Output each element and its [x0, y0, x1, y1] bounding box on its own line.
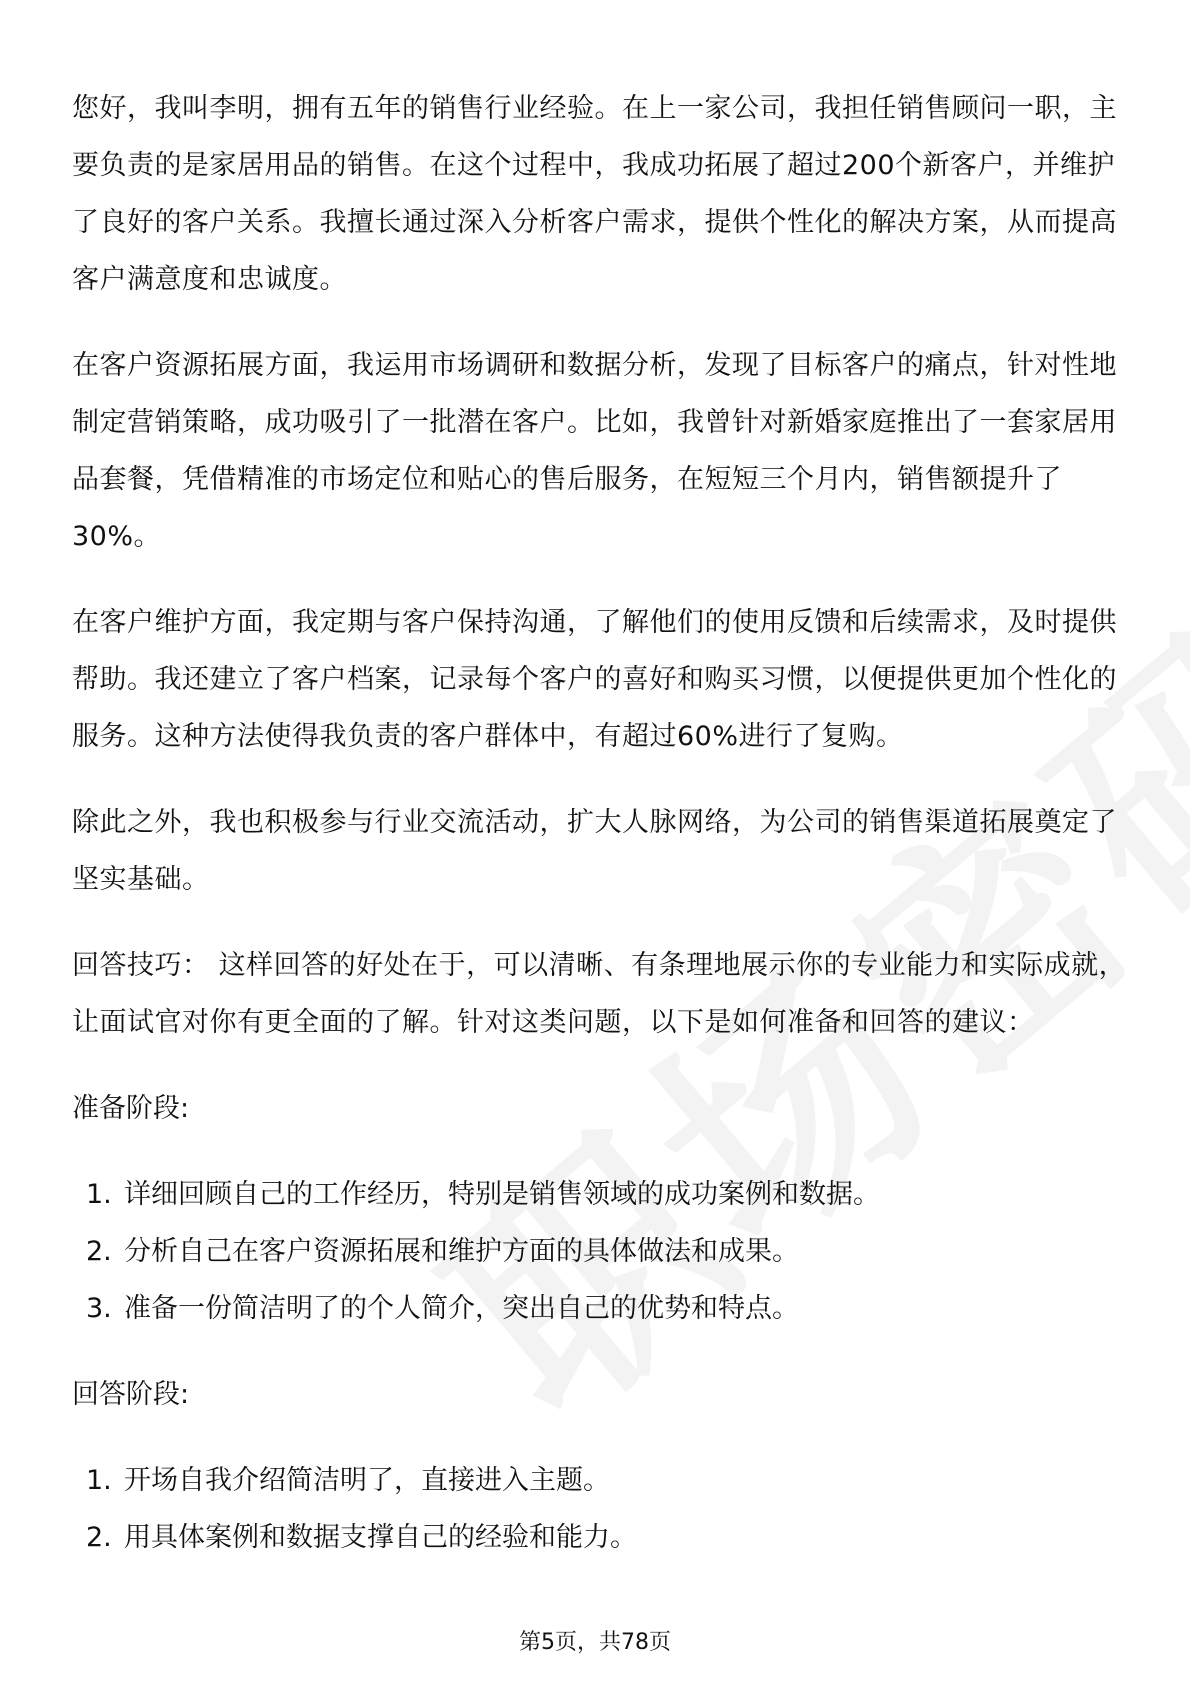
prep-list — [72, 1166, 1132, 1337]
document-body — [72, 80, 1132, 1595]
list-number: 1. — [86, 1179, 112, 1210]
list-number: 1. — [86, 1465, 112, 1496]
paragraph-tips: 回答技巧： 这样回答的好处在于，可以清晰、有条理地展示你的专业能力和实际成就，让面试官对你有更全面的了解。针对这类问题，以下是如何准备和回答的建议： — [72, 950, 1127, 1038]
list-item — [72, 1166, 1132, 1223]
list-number: 2. — [86, 1522, 112, 1553]
answer-list — [72, 1452, 1132, 1566]
list-item — [72, 1452, 1132, 1509]
list-item — [72, 1223, 1132, 1280]
list-item — [72, 1509, 1132, 1566]
answer-heading: 回答阶段: — [72, 1379, 190, 1410]
list-number: 3. — [86, 1293, 112, 1324]
list-number: 2. — [86, 1236, 112, 1267]
list-text: 详细回顾自己的工作经历，特别是销售领域的成功案例和数据。 — [124, 1179, 880, 1210]
list-item — [72, 1280, 1132, 1337]
paragraph-maintenance: 在客户维护方面，我定期与客户保持沟通，了解他们的使用反馈和后续需求，及时提供帮助。我还建立了客户档案，记录每个客户的喜好和购买习惯，以便提供更加个性化的服务。这种方法使得我负责的客户群体中，有超过60%进行了复购。 — [72, 607, 1117, 752]
list-text: 准备一份简洁明了的个人简介，突出自己的优势和特点。 — [124, 1293, 799, 1324]
list-text: 分析自己在客户资源拓展和维护方面的具体做法和成果。 — [124, 1236, 799, 1267]
list-text: 用具体案例和数据支撑自己的经验和能力。 — [124, 1522, 637, 1553]
page-number: 第5页，共78页 — [519, 1630, 671, 1655]
paragraph-intro: 您好，我叫李明，拥有五年的销售行业经验。在上一家公司，我担任销售顾问一职，主要负责的是家居用品的销售。在这个过程中，我成功拓展了超过200个新客户，并维护了良好的客户关系。我擅长通过深入分析客户需求，提供个性化的解决方案，从而提高客户满意度和忠诚度。 — [72, 93, 1117, 295]
prep-heading: 准备阶段: — [72, 1093, 190, 1124]
list-text: 开场自我介绍简洁明了，直接进入主题。 — [124, 1465, 610, 1496]
paragraph-expansion: 在客户资源拓展方面，我运用市场调研和数据分析，发现了目标客户的痛点，针对性地制定营销策略，成功吸引了一批潜在客户。比如，我曾针对新婚家庭推出了一套家居用品套餐，凭借精准的市场定位和贴心的售后服务，在短短三个月内，销售额提升了30%。 — [72, 350, 1117, 552]
paragraph-networking: 除此之外，我也积极参与行业交流活动，扩大人脉网络，为公司的销售渠道拓展奠定了坚实基础。 — [72, 807, 1117, 895]
